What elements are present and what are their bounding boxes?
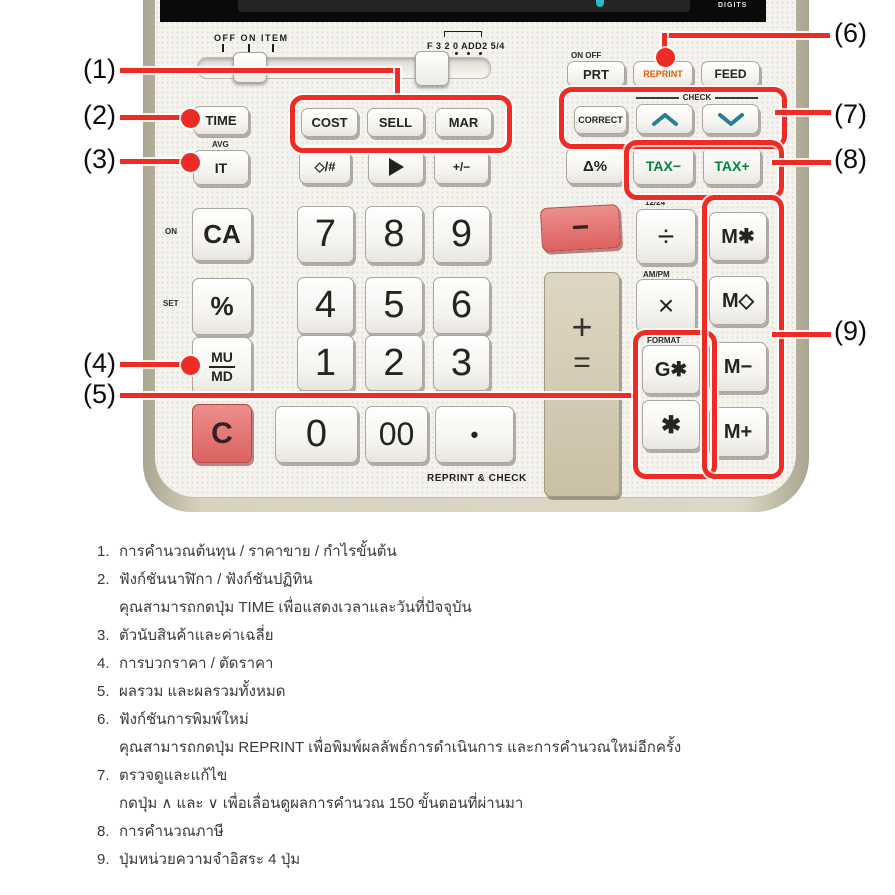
cost-key: COST: [301, 108, 358, 137]
digit-5-key: 5: [365, 277, 423, 334]
note-number: 7.: [97, 766, 110, 784]
callout-1-box-cost-sell-mar: [290, 95, 512, 153]
note-number: 5.: [97, 682, 110, 700]
note-item-9: [97, 845, 827, 873]
note-item-7: [97, 761, 827, 789]
note-text: ฟังก์ชันการพิมพ์ใหม่: [119, 711, 249, 728]
plus-glyph: +: [571, 306, 593, 347]
paper-advance-key: [368, 150, 424, 184]
display-screen: [238, 0, 690, 12]
switch-tick: [248, 44, 250, 52]
mar-key: MAR: [435, 108, 492, 137]
mu-label: MU: [209, 349, 235, 367]
clear-key: C: [192, 404, 252, 463]
diamond-hash-key: ◇/#: [299, 150, 351, 184]
format-label: FORMAT: [647, 336, 681, 345]
multiply-key: ×: [636, 279, 696, 332]
note-text: ตรวจดูและแก้ไข: [119, 767, 228, 784]
note-text: คุณสามารถกดปุ่ม TIME เพื่อแสดงเวลาและวันที่ปัจจุบัน: [119, 599, 472, 616]
note-item-3: [97, 621, 827, 649]
grand-total-key: G✱: [642, 345, 700, 394]
note-item-4: [97, 649, 827, 677]
calculator-display: [160, 0, 766, 22]
note-item-6: [97, 705, 827, 733]
callout-label-2: (2): [83, 100, 116, 130]
digit-7-key: 7: [297, 206, 354, 263]
on-label: ON: [165, 227, 177, 236]
note-text: การคำนวณต้นทุน / ราคาขาย / กำไรขั้นต้น: [119, 543, 397, 560]
note-number: 6.: [97, 710, 110, 728]
note-number: 9.: [97, 850, 110, 868]
callout-1-line: [120, 68, 400, 73]
note-text: ปุ่มหน่วยความจำอิสระ 4 ปุ่ม: [119, 851, 301, 868]
callout-label-8: (8): [834, 144, 867, 174]
callout-8-box-tax: [624, 140, 784, 200]
set-label: SET: [163, 299, 179, 308]
check-label: CHECK: [682, 93, 712, 102]
divide-key: ÷: [636, 209, 696, 264]
note-text: ผลรวม และผลรวมทั้งหมด: [119, 683, 286, 700]
note-number: 1.: [97, 542, 110, 560]
digit-8-key: 8: [365, 206, 423, 263]
callout-2-line: [120, 115, 188, 120]
memory-plus-key: M+: [709, 407, 767, 457]
reprint-check-footer-label: REPRINT & CHECK: [427, 473, 527, 484]
callout-4-line: [120, 362, 188, 367]
callout-4-dot-mu-md: [181, 356, 200, 375]
callout-3-line: [120, 159, 188, 164]
callout-5-line: [120, 393, 638, 398]
item-count-key: IT: [193, 150, 249, 185]
note-text: ตัวนับสินค้าและค่าเฉลี่ย: [119, 627, 274, 644]
note-item-6-detail: [97, 733, 827, 761]
callout-3-dot-it: [181, 153, 200, 172]
percent-key: %: [192, 278, 252, 335]
reprint-key: REPRINT: [633, 61, 693, 87]
memory-minus-key: M−: [709, 342, 767, 392]
digit-3-key: 3: [433, 335, 490, 391]
correct-key: CORRECT: [574, 106, 627, 134]
note-text: การบวกราคา / ตัดราคา: [119, 655, 274, 672]
note-text: ฟังก์ชันนาฬิกา / ฟังก์ชันปฏิทิน: [119, 571, 313, 588]
callout-label-9: (9): [834, 316, 867, 346]
12-24-label: 12/24: [645, 198, 666, 207]
callout-8-line: [772, 160, 831, 165]
switch-tick: [272, 44, 274, 52]
switch-tick: [222, 44, 224, 52]
callout-6-dot-reprint: [656, 48, 675, 67]
digit-0-key: 0: [275, 406, 358, 463]
prt-key: PRT: [567, 61, 625, 87]
time-key: TIME: [193, 106, 249, 135]
callout-9-box-memory: [702, 195, 784, 479]
power-item-switch-label: OFF ON ITEM: [214, 33, 289, 43]
note-item-5: [97, 677, 827, 705]
callout-label-3: (3): [83, 144, 116, 174]
rounding-switch-label: F 3 2 0 ADD2 5/4: [427, 41, 505, 51]
note-text: การคำนวณภาษี: [119, 823, 224, 840]
feature-notes-list: [97, 537, 827, 873]
memory-diamond-key: M◇: [709, 276, 767, 325]
play-triangle-icon: [389, 158, 404, 176]
tax-plus-key: TAX+: [703, 147, 761, 185]
decimal-point-key: •: [435, 406, 514, 463]
sign-change-key: +/−: [434, 150, 489, 184]
callout-2-dot-time: [181, 109, 200, 128]
note-item-8: [97, 817, 827, 845]
callout-6-line: [662, 33, 830, 38]
markup-markdown-key: [192, 337, 252, 396]
note-item-1: [97, 537, 827, 565]
callout-label-6: (6): [834, 18, 867, 48]
digit-4-key: 4: [297, 277, 354, 334]
avg-label: AVG: [212, 140, 229, 149]
callout-7-line: [775, 110, 831, 115]
digit-00-key: 00: [365, 406, 428, 463]
rounding-switch-bracket: [444, 31, 482, 37]
digit-1-key: 1: [297, 335, 354, 391]
note-number: 4.: [97, 654, 110, 672]
tax-minus-key: TAX−: [633, 147, 694, 185]
digits-label: DIGITS: [718, 2, 748, 9]
callout-label-1: (1): [83, 54, 116, 84]
digit-9-key: 9: [433, 206, 490, 263]
rounding-switch-knob: [415, 51, 449, 86]
digit-6-key: 6: [433, 277, 490, 334]
note-number: 8.: [97, 822, 110, 840]
note-number: 2.: [97, 570, 110, 588]
total-key: ✱: [642, 400, 700, 450]
feed-key: FEED: [701, 61, 760, 87]
note-item-2: [97, 565, 827, 593]
minus-key: −: [540, 204, 621, 252]
sell-key: SELL: [367, 108, 424, 137]
callout-label-4: (4): [83, 348, 116, 378]
delta-percent-key: Δ%: [566, 148, 624, 184]
equals-glyph: =: [573, 346, 591, 379]
callout-9-line: [772, 332, 831, 337]
callout-label-5: (5): [83, 379, 116, 409]
note-text: คุณสามารถกดปุ่ม REPRINT เพื่อพิมพ์ผลลัพธ์การดำเนินการ และการคำนวณใหม่อีกครั้ง: [119, 739, 682, 756]
memory-star-key: M✱: [709, 212, 767, 261]
note-item-2-detail: [97, 593, 827, 621]
note-item-7-detail: [97, 789, 827, 817]
md-label: MD: [211, 367, 233, 384]
plus-equals-key: [544, 272, 620, 497]
am-pm-label: AM/PM: [643, 270, 670, 279]
note-text: กดปุ่ม ∧ และ ∨ เพื่อเลื่อนดูผลการคำนวณ 150 ขั้นตอนที่ผ่านมา: [119, 795, 524, 812]
note-number: 3.: [97, 626, 110, 644]
clear-all-key: CA: [192, 208, 252, 261]
digit-2-key: 2: [365, 335, 423, 391]
callout-label-7: (7): [834, 99, 867, 129]
prt-on-off-label: ON OFF: [571, 51, 602, 60]
